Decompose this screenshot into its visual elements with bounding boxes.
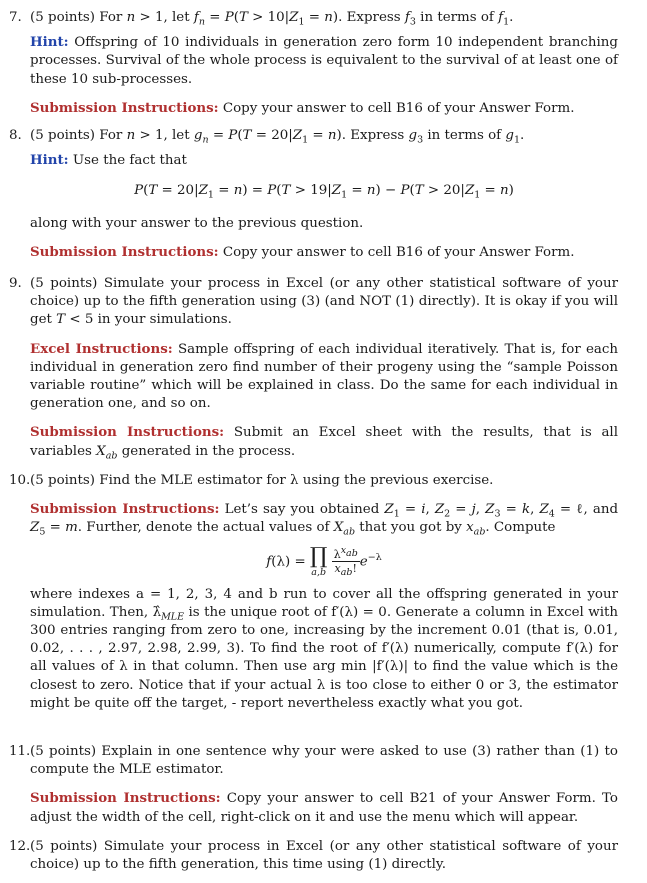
question-8	[0, 127, 647, 262]
hint-label: Hint:	[30, 34, 69, 51]
submission-instructions: Submission Instructions: Submit an Excel sheet with the results, that is all variables $X_{ab}$ generated in the process.	[30, 424, 618, 462]
question-text: (5 points) Simulate your process in Excel (or any other statistical software of your choice) up to the fifth generation, this time using (1) directly.	[30, 839, 618, 873]
after-text: along with your answer to the previous question.	[30, 215, 364, 231]
question-11	[0, 743, 647, 827]
question-text: (5 points) Simulate your process in Excel (or any other statistical software of your choice) up to the fifth generation using (3) (and NOT (1) directly). It is okay if you will get T < 5 in your simulations.	[30, 276, 618, 328]
submission-instructions: Submission Instructions: Copy your answer to cell B21 of your Answer Form. To adjust the width of the cell, right-click on it and use the menu which will appear.	[30, 790, 618, 825]
submission-label: Submission Instructions:	[30, 99, 219, 116]
question-text: (5 points) Find the MLE estimator for λ using the previous exercise.	[30, 473, 494, 488]
hint-paragraph: Hint: Offspring of 10 individuals in generation zero form 10 independent branching processes. Survival of the whole process is equivalent to the survival of at least one of these 10 sub-processes.	[30, 34, 619, 87]
question-9	[0, 275, 647, 461]
submission-label: Submission Instructions:	[30, 243, 219, 260]
submission-instructions: Submission Instructions: Copy your answer to cell B16 of your Answer Form.	[30, 243, 575, 260]
question-number: 10.	[9, 473, 31, 488]
question-text: (5 points) Explain in one sentence why your were asked to use (3) rather than (1) to compute the MLE estimator.	[30, 744, 618, 778]
submission-instructions: Submission Instructions: Copy your answer to cell B16 of your Answer Form.	[30, 99, 575, 116]
hint-label: Hint:	[30, 152, 69, 169]
excel-instructions: Excel Instructions: Sample offspring of each individual iteratively. That is, for each individual in generation zero find number of their progeny using the “sample Poisson variable routine” which will be explained in class. Do the same for each individual in generation one, and so on.	[30, 340, 618, 412]
question-number: 9.	[9, 276, 22, 291]
question-number: 11.	[9, 744, 31, 759]
display-equation: $P(T = 20|Z_1 = n) = P(T > 19|Z_1 = n) - P(T > 20|Z_1 = n)$	[134, 183, 514, 202]
submission-label: Submission Instructions:	[30, 790, 221, 807]
where-text: where indexes a = 1, 2, 3, 4 and b run to cover all the offspring generated in your simulation. Then, $\lambdâ_{MLE}$ is the unique root of f′(λ) = 0. Generate a column in Excel with 300 entries ranging from zero to one, increasing by the increment 0.01 (that is, 0.01, 0.02, . . . , 2.97, 2.98, 2.99, 3). To find the root of f′(λ) numerically, compute f′(λ) for all values of λ in that column. Then use arg min |f′(λ)| to find the value which is the closest to zero. Notice that if your actual λ is too close to either 0 or 3, the estimator might be quite off the target, - report nevertheless exactly what you got.	[30, 586, 618, 711]
excel-label: Excel Instructions:	[30, 340, 173, 357]
submission-label: Submission Instructions:	[30, 424, 225, 441]
submission-label: Submission Instructions:	[30, 501, 220, 518]
question-7	[0, 9, 647, 118]
question-text: (5 points) For n > 1, let $f_n = P(T > 10|Z_1 = n)$. Express $f_3$ in terms of $f_1$.	[30, 10, 514, 28]
submission-instructions: Submission Instructions: Let’s say you obtained $Z_1 = i$, $Z_2 = j$, $Z_3 = k$, $Z_4$ = ℓ, and $Z_5 = m$. Further, denote the actual values of $X_{ab}$ that you got by $x_{ab}$. Compute	[30, 501, 619, 539]
question-number: 12.	[9, 839, 31, 854]
hint-paragraph: Hint: Use the fact that	[30, 152, 187, 169]
likelihood-equation: f(λ) = ∏ a,b $\frac{\lambda^{x_{ab}}}{x_{ab}!}$ $e^{-\lambda}$	[266, 543, 382, 579]
question-12	[0, 838, 647, 874]
question-number: 8.	[9, 128, 22, 143]
question-number: 7.	[9, 10, 22, 25]
question-text: (5 points) For n > 1, let $g_n = P(T = 20|Z_1 = n)$. Express $g_3$ in terms of $g_1$.	[30, 128, 525, 146]
question-10	[0, 472, 647, 713]
